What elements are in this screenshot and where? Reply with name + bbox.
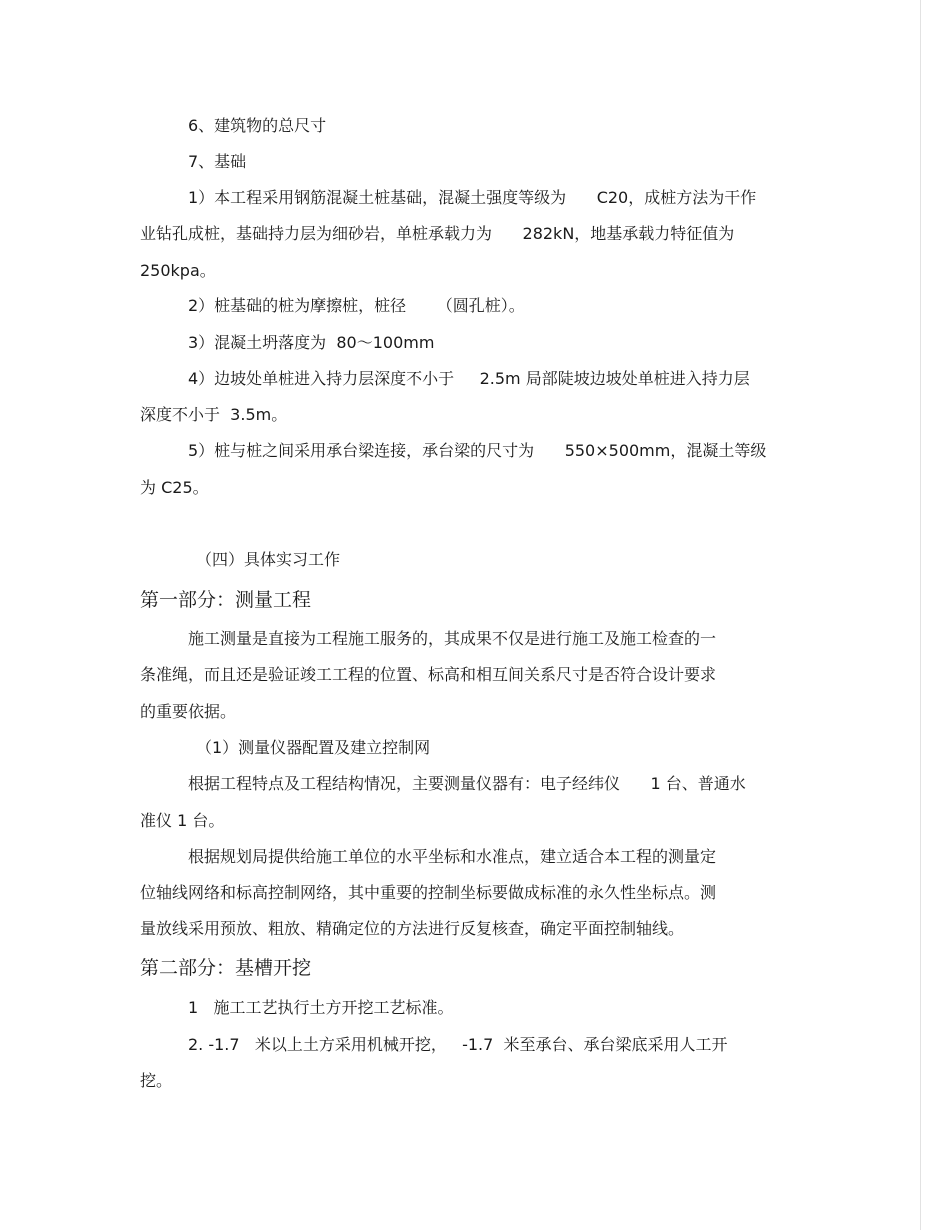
paragraph-line: 量放线采用预放、粗放、精确定位的方法进行反复核查，确定平面控制轴线。 (140, 919, 685, 938)
paragraph-line: 条准绳，而且还是验证竣工工程的位置、标高和相互间关系尺寸是否符合设计要求 (140, 665, 717, 684)
paragraph-line: 5）桩与桩之间采用承台梁连接，承台梁的尺寸为 550×500mm，混凝土等级 (188, 441, 767, 460)
page-edge-rule (920, 0, 921, 1230)
part-2-heading: 第二部分：基槽开挖 (140, 957, 312, 979)
paragraph-line: 准仪 1 台。 (140, 811, 225, 830)
part-1-heading: 第一部分：测量工程 (140, 589, 312, 611)
paragraph-line: 为 C25。 (140, 478, 209, 497)
paragraph-line: 根据规划局提供给施工单位的水平坐标和水准点，建立适合本工程的测量定 (188, 847, 717, 866)
section-6-heading: 6、建筑物的总尺寸 (188, 116, 327, 135)
paragraph-line: 深度不小于 3.5m。 (140, 405, 288, 424)
paragraph-line: 3）混凝土坍落度为 80～100mm (188, 333, 435, 352)
paragraph-line: 位轴线网络和标高控制网络，其中重要的控制坐标要做成标准的永久性坐标点。测 (140, 883, 717, 902)
paragraph-line: 1 施工工艺执行土方开挖工艺标准。 (188, 998, 454, 1017)
section-7-heading: 7、基础 (188, 152, 247, 171)
paragraph-line: 2）桩基础的桩为摩擦桩，桩径 （圆孔桩）。 (188, 296, 525, 315)
paragraph-line: 2. -1.7 米以上土方采用机械开挖， -1.7 米至承台、承台梁底采用人工开 (188, 1035, 728, 1054)
paragraph-line: 根据工程特点及工程结构情况，主要测量仪器有：电子经纬仪 1 台、普通水 (188, 774, 746, 793)
paragraph-line: 业钻孔成桩，基础持力层为细砂岩，单桩承载力为 282kN，地基承载力特征值为 (140, 224, 735, 243)
paragraph-line: 250kpa。 (140, 261, 216, 280)
paragraph-line: 4）边坡处单桩进入持力层深度不小于 2.5m 局部陡坡边坡处单桩进入持力层 (188, 369, 750, 388)
paragraph-line: 挖。 (140, 1071, 173, 1090)
paragraph-line: 施工测量是直接为工程施工服务的，其成果不仅是进行施工及施工检查的一 (188, 629, 717, 648)
subsection-heading: （四）具体实习工作 (196, 550, 341, 569)
paragraph-line: 1）本工程采用钢筋混凝土桩基础，混凝土强度等级为 C20，成桩方法为干作 (188, 188, 757, 207)
paragraph-line: 的重要依据。 (140, 702, 237, 721)
subsection-heading: （1）测量仪器配置及建立控制网 (196, 738, 431, 757)
